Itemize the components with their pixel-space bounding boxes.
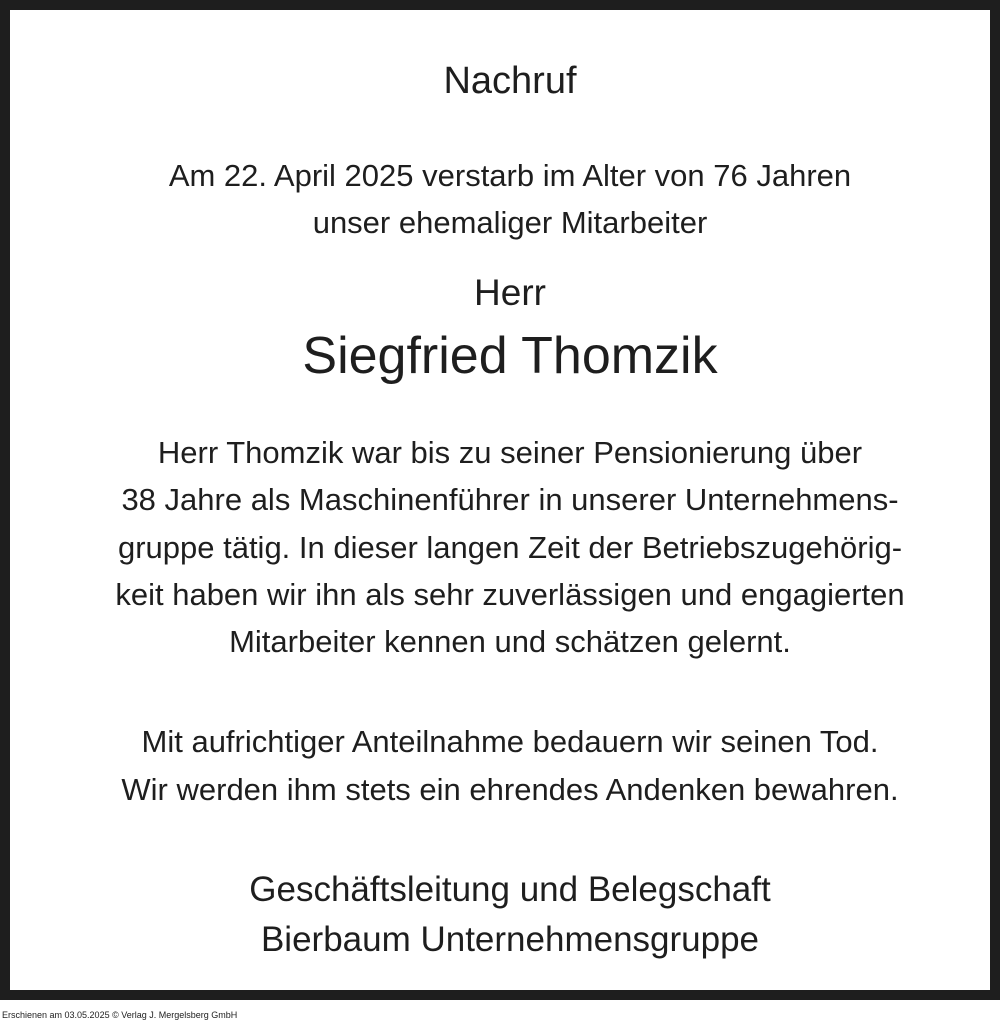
condolence-line-2: Wir werden ihm stets ein ehrendes Andenken bewahren. [121,772,899,807]
condolence-line-1: Mit aufrichtiger Anteilnahme bedauern wir seinen Tod. [141,724,879,759]
publication-footer: Erschienen am 03.05.2025 © Verlag J. Mergelsberg GmbH [2,1010,238,1020]
deceased-name: Siegfried Thomzik [302,327,718,385]
tribute-line-4: keit haben wir ihn als sehr zuverlässigen und engagierten [115,577,905,612]
tribute-line-5: Mitarbeiter kennen und schätzen gelernt. [229,624,791,659]
intro-line-2: unser ehemaliger Mitarbeiter [312,205,708,240]
signature-line-2: Bierbaum Unternehmensgruppe [260,920,760,959]
obituary-title: Nachruf [443,60,577,102]
intro-line-1: Am 22. April 2025 verstarb im Alter von 76 Jahren [168,158,852,193]
tribute-line-2: 38 Jahre als Maschinenführer in unserer Unternehmens- [121,482,899,517]
tribute-line-1: Herr Thomzik war bis zu seiner Pensionierung über [157,435,863,470]
salutation: Herr [474,272,546,313]
signature-line-1: Geschäftsleitung und Belegschaft [249,870,771,909]
tribute-line-3: gruppe tätig. In dieser langen Zeit der Betriebszugehörig- [117,530,903,565]
